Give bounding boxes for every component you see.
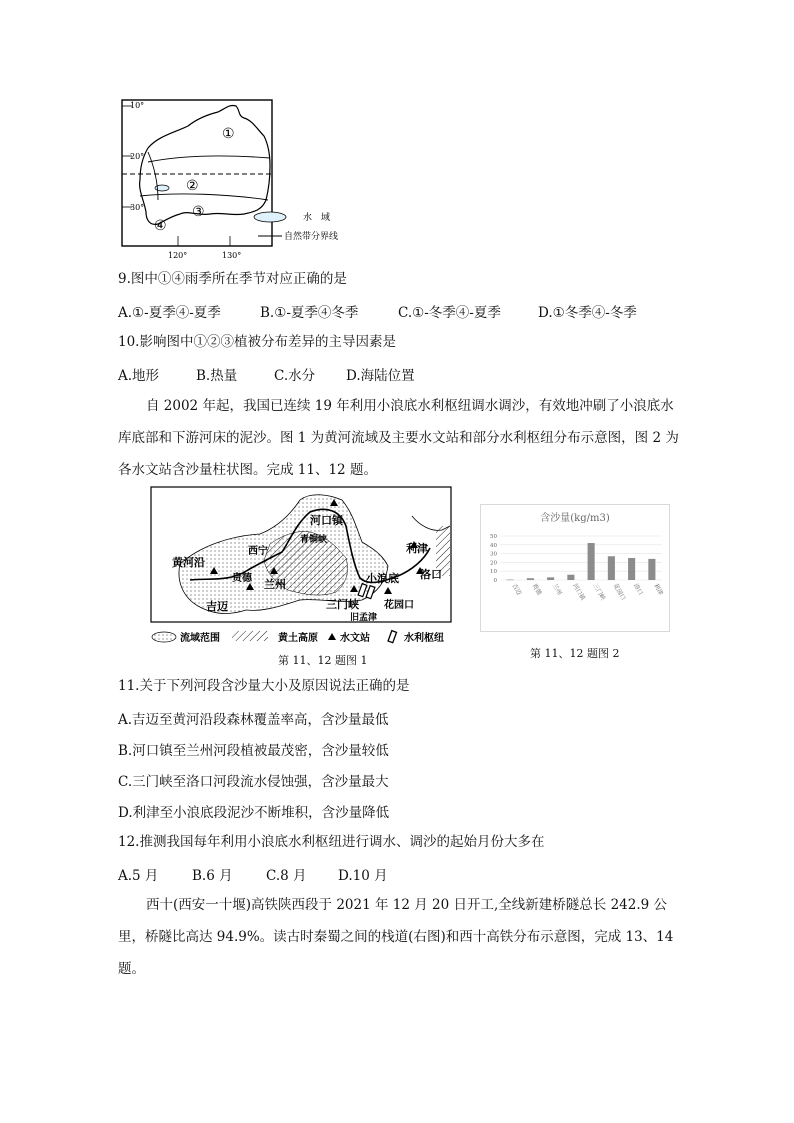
q12-stem: 12.推测我国每年利用小浪底水利枢纽进行调水、调沙的起始月份大多在 xyxy=(118,834,545,850)
q9-option-d: D.①冬季④-冬季 xyxy=(538,305,637,321)
q9-option-c: C.①-冬季④-夏季 xyxy=(398,305,501,321)
water-legend-swatch xyxy=(254,212,286,222)
x-tick-label: 洛口 xyxy=(631,582,644,597)
place-label: 青铜峡 xyxy=(300,535,328,545)
lat-label: 10° xyxy=(130,101,145,110)
q9-option-a: A.①-夏季④-夏季 xyxy=(118,305,221,321)
station-legend-icon xyxy=(328,633,336,640)
zone-label: ③ xyxy=(192,204,205,220)
q9-option-b: B.①-夏季④冬季 xyxy=(260,305,359,321)
place-label: 三门峡 xyxy=(326,598,359,611)
lat-label: 30° xyxy=(130,203,145,212)
q11-option-c: C.三门峡至洛口河段流水侵蚀强，含沙量最大 xyxy=(118,774,389,790)
legend-label: 水文站 xyxy=(340,633,370,644)
x-tick-label: 兰州 xyxy=(550,582,563,597)
bar-三门峡 xyxy=(588,543,595,580)
passage-yellow-river: 自 2002 年起，我国已连续 19 年利用小浪底水利枢纽调水调沙，有效地冲刷了小浪底水库底部和下游河床的泥沙。图 1 为黄河流域及主要水文站和部分水利枢纽分布示意图，图 2 为各水文站含沙量柱状图。完成 11、12 题。 xyxy=(118,398,679,478)
chart-title: 含沙量(kg/m3) xyxy=(540,513,610,524)
lon-label: 120° xyxy=(168,251,188,260)
vegetation-zone-map xyxy=(118,96,368,262)
bar-洛口 xyxy=(628,558,635,580)
water-legend-label: 水 域 xyxy=(303,213,331,223)
legend-label: 流域范围 xyxy=(180,633,220,644)
bar-利津 xyxy=(648,559,655,580)
x-tick-label: 贵德 xyxy=(530,582,543,597)
q10-stem: 10.影响图中①②③植被分布差异的主导因素是 xyxy=(118,334,396,350)
zone-label: ④ xyxy=(154,218,167,234)
x-tick-label: 花园口 xyxy=(611,582,627,602)
legend-label: 水利枢纽 xyxy=(404,633,444,644)
place-label: 洛口 xyxy=(420,568,442,581)
y-tick-label: 20 xyxy=(490,560,497,567)
place-label: 西宁 xyxy=(248,546,268,557)
y-tick-label: 0 xyxy=(493,578,497,584)
q12-option-d: D.10 月 xyxy=(338,868,388,884)
bar-河口镇 xyxy=(567,575,574,580)
y-tick-label: 40 xyxy=(490,542,497,549)
y-tick-label: 50 xyxy=(490,534,497,540)
place-label: 兰州 xyxy=(264,578,286,591)
legend-label: 黄土高原 xyxy=(278,633,318,644)
place-label: 吉迈 xyxy=(206,600,228,613)
place-label: 利津 xyxy=(406,542,428,555)
lat-label: 20° xyxy=(130,152,145,161)
q10-option-c: C.水分 xyxy=(274,368,316,384)
dam-legend-icon xyxy=(388,631,396,643)
q12-option-c: C.8 月 xyxy=(266,868,307,884)
x-tick-label: 利津 xyxy=(652,582,665,597)
q11-stem: 11.关于下列河段含沙量大小及原因说法正确的是 xyxy=(118,678,410,694)
x-tick-label: 三门峡 xyxy=(591,582,607,602)
bar-兰州 xyxy=(547,577,554,580)
q10-option-b: B.热量 xyxy=(196,368,238,384)
place-label: 贵德 xyxy=(232,573,252,584)
q9-stem: 9.图中①④雨季所在季节对应正确的是 xyxy=(118,271,347,287)
map-caption: 第 11、12 题图 1 xyxy=(278,654,368,667)
q10-option-a: A.地形 xyxy=(118,368,160,384)
sediment-bar-chart xyxy=(480,504,670,632)
bar-贵德 xyxy=(527,578,534,580)
yellow-river-map xyxy=(150,486,452,650)
loess-legend-swatch xyxy=(232,631,268,641)
q11-option-b: B.河口镇至兰州河段植被最茂密，含沙量较低 xyxy=(118,743,389,759)
q11-option-a: A.吉迈至黄河沿段森林覆盖率高，含沙量最低 xyxy=(118,712,389,728)
q12-option-a: A.5 月 xyxy=(118,868,159,884)
zone-label: ② xyxy=(186,178,199,194)
place-label: 河口镇 xyxy=(310,514,343,527)
basin-legend-swatch xyxy=(152,632,176,642)
boundary-legend-label: 自然带分界线 xyxy=(284,232,339,242)
bar-吉迈 xyxy=(507,580,514,581)
x-tick-label: 吉迈 xyxy=(510,582,523,597)
chart-caption: 第 11、12 题图 2 xyxy=(530,647,620,660)
q11-option-d: D.利津至小浪底段泥沙不断堆积，含沙量降低 xyxy=(118,805,390,821)
place-label: 花园口 xyxy=(384,600,414,611)
place-label: 小浪底 xyxy=(366,572,399,585)
passage-railway: 西十(西安一十堰)高铁陕西段于 2021 年 12 月 20 日开工,全线新建桥隧总长 242.9 公里，桥隧比高达 94.9%。读古时秦蜀之间的栈道(右图)和西十高铁分布示意图，完成 13、14 题。 xyxy=(118,897,674,977)
place-label: 旧孟津 xyxy=(350,613,378,623)
q10-option-d: D.海陆位置 xyxy=(346,368,415,384)
lon-label: 130° xyxy=(222,251,242,260)
y-tick-label: 10 xyxy=(490,569,497,576)
bar-花园口 xyxy=(608,556,615,580)
y-tick-label: 30 xyxy=(490,551,497,558)
x-tick-label: 河口镇 xyxy=(571,582,587,602)
place-label: 黄河沿 xyxy=(172,556,205,569)
q12-option-b: B.6 月 xyxy=(192,868,233,884)
zone-label: ① xyxy=(222,126,235,142)
